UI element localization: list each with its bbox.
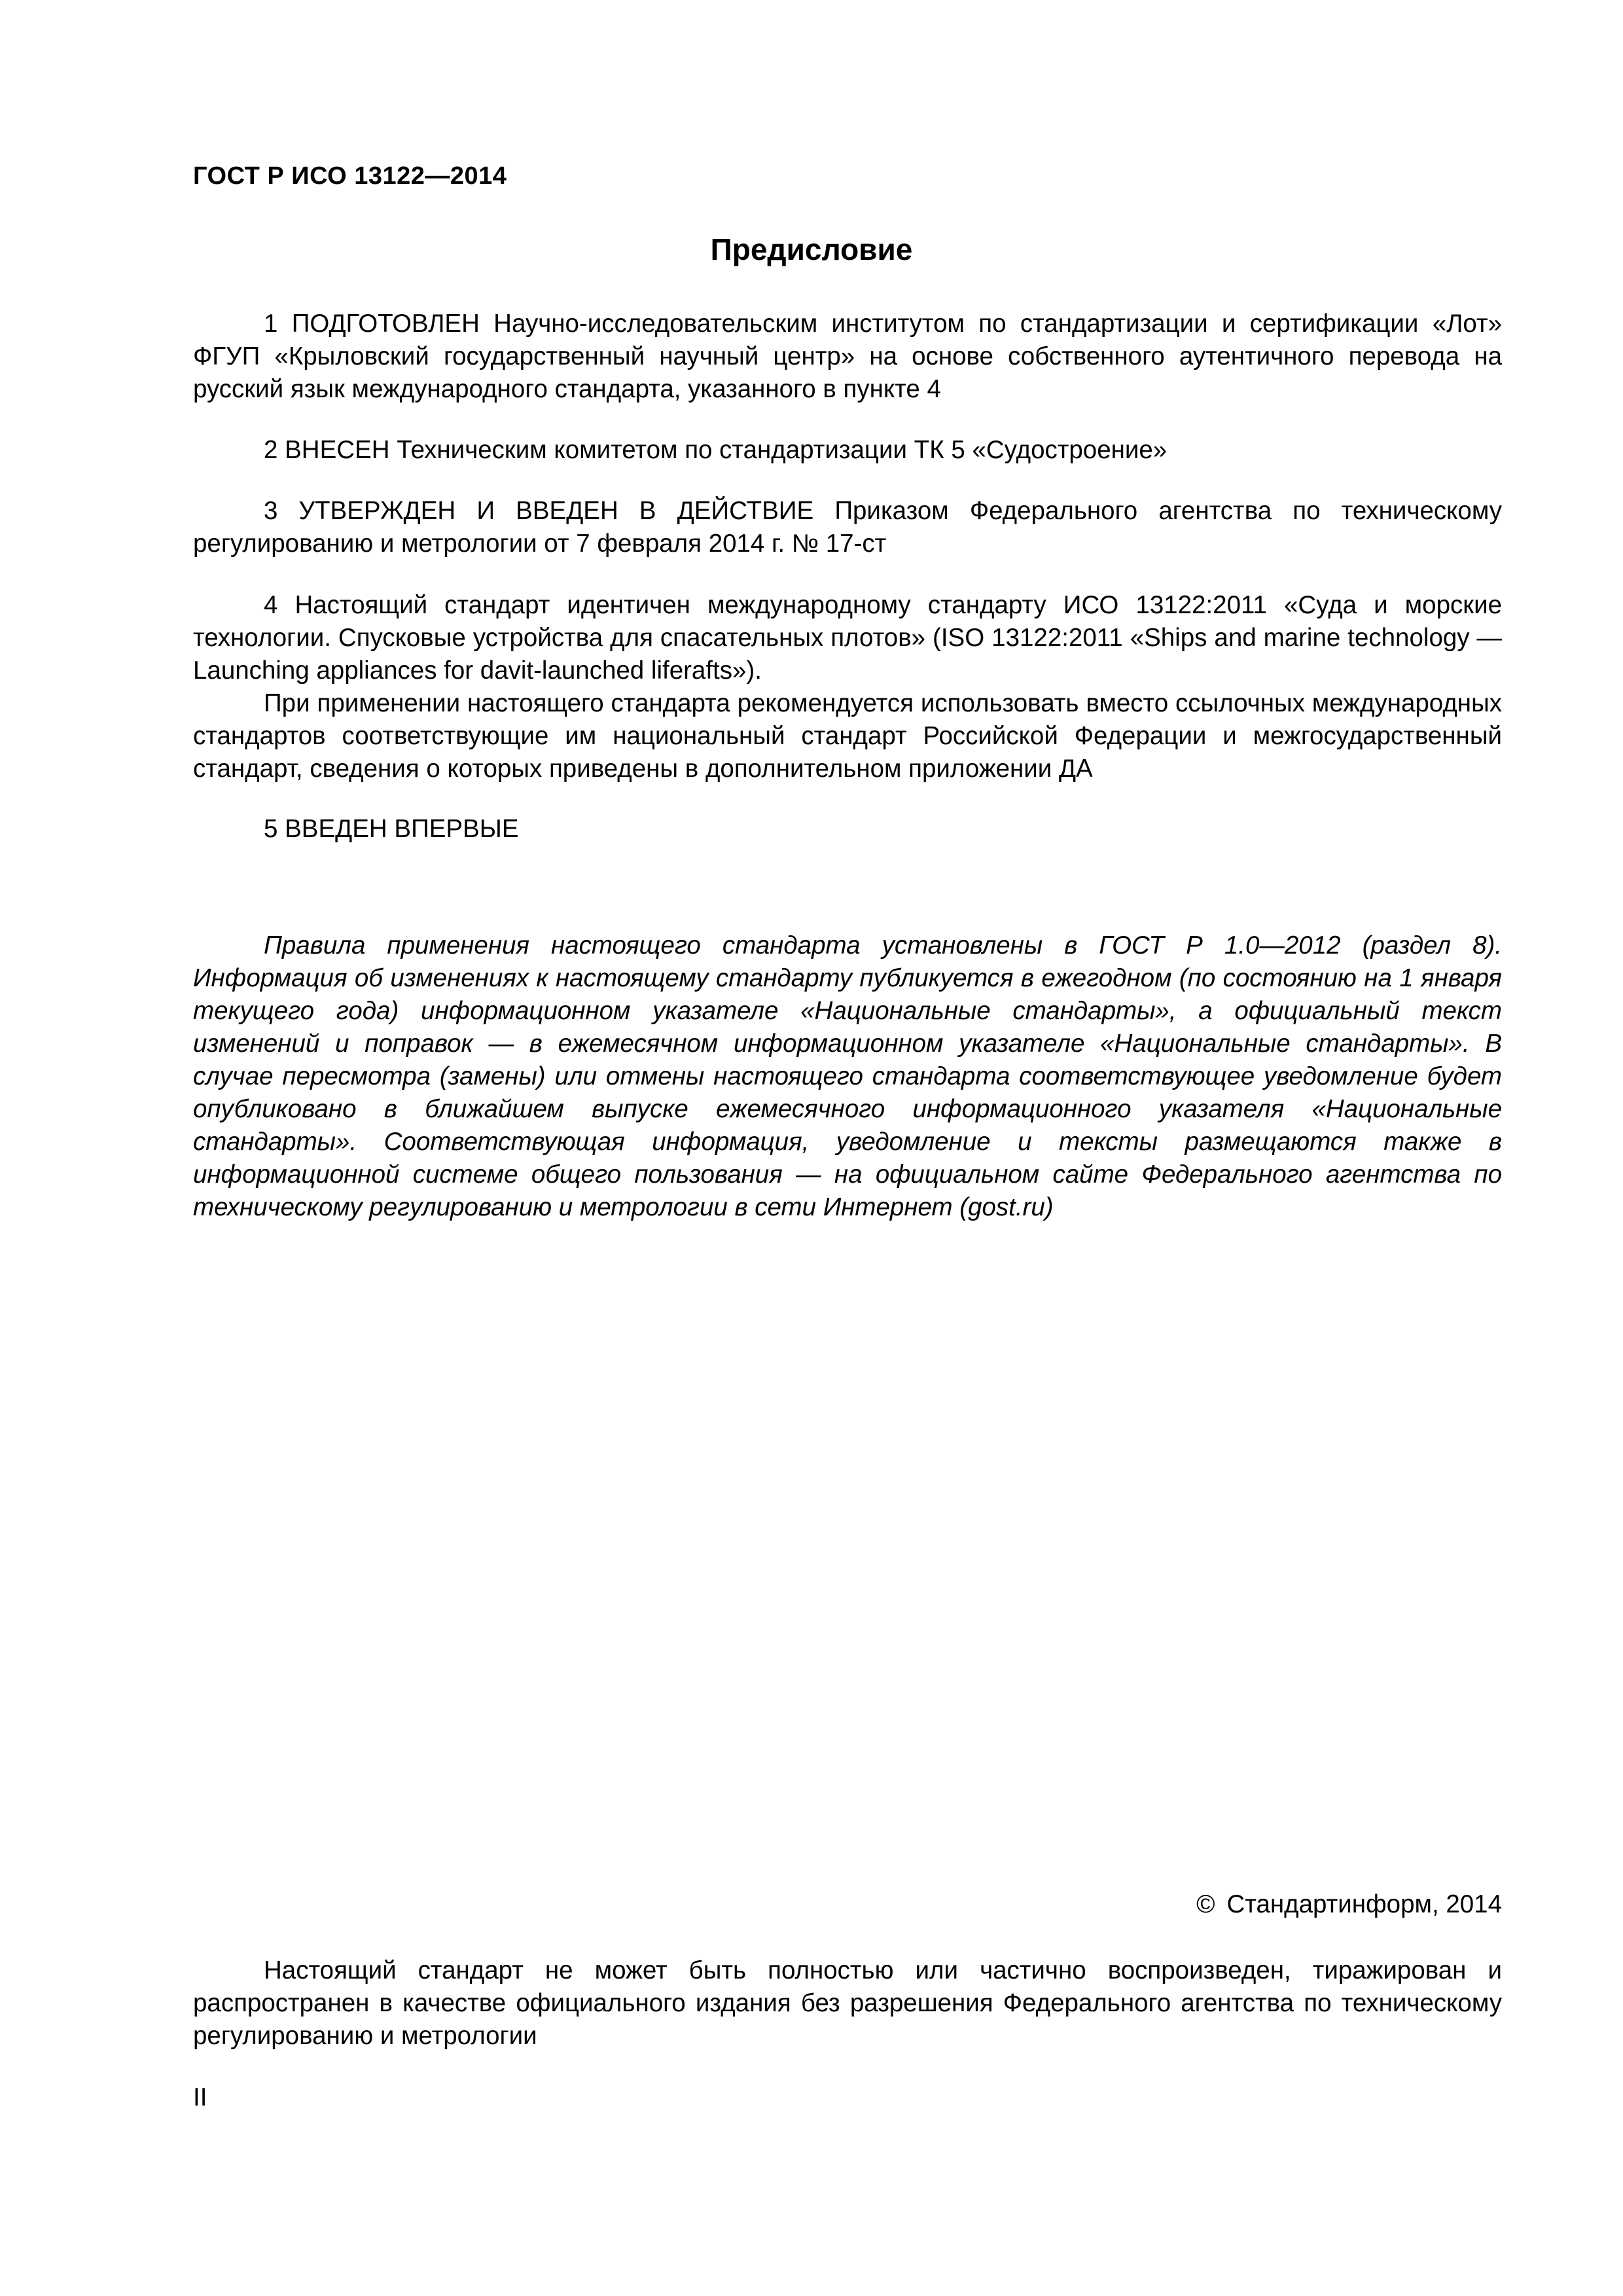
foreword-item-1 <box>193 308 1502 406</box>
reproduction-rights-notice <box>193 1954 1502 2053</box>
page-title: Предисловие <box>710 232 913 266</box>
foreword-item-5 <box>193 813 1502 846</box>
foreword-item-4 <box>193 589 1502 785</box>
copyright-symbol: © <box>1196 1890 1215 1918</box>
copyright-text: Стандартинформ, 2014 <box>1226 1890 1502 1918</box>
application-rules-notice <box>193 929 1502 1224</box>
document-code-header: ГОСТ Р ИСО 13122—2014 <box>193 162 507 190</box>
page-number: II <box>193 2083 207 2111</box>
application-rules-text: Правила применения настоящего стандарта установлены в ГОСТ Р 1.0—2012 (раздел 8). Информация об изменениях к настоящему стандарту публикуется в ежегодном (по состоянию на 1 января текущего года) информационном указателе «Национальные стандарты», а официальный текст изменений и поправок — в ежемесячном информационном указателе «Национальные стандарты». В случае пересмотра (замены) или отмены настоящего стандарта соответствующее уведомление будет опубликовано в ближайшем выпуске ежемесячного информационного указателя «Национальные стандарты». Соответствующая информация, уведомление и тексты размещаются также в информационной системе общего пользования — на официальном сайте Федерального агентства по техническому регулированию и метрологии в сети Интернет (gost.ru) <box>193 931 1502 1221</box>
foreword-item-2-text: 2 ВНЕСЕН Техническим комитетом по стандартизации ТК 5 «Судостроение» <box>264 436 1168 464</box>
foreword-item-4-text: 4 Настоящий стандарт идентичен международному стандарту ИСО 13122:2011 «Суда и морские технологии. Спусковые устройства для спасательных плотов» (ISO 13122:2011 «Ships and marine technology — Launching appliances for davit-launched liferafts»). <box>193 591 1502 685</box>
copyright-line <box>1196 1890 1502 1919</box>
reproduction-rights-text: Настоящий стандарт не может быть полностью или частично воспроизведен, тиражирован и распространен в качестве официального издания без разрешения Федерального агентства по техническому регулированию и метрологии <box>193 1956 1502 2050</box>
foreword-item-5-text: 5 ВВЕДЕН ВПЕРВЫЕ <box>264 815 519 843</box>
foreword-item-3 <box>193 495 1502 560</box>
foreword-item-2 <box>193 434 1502 467</box>
foreword-item-3-text: 3 УТВЕРЖДЕН И ВВЕДЕН В ДЕЙСТВИЕ Приказом Федерального агентства по техническому регулированию и метрологии от 7 февраля 2014 г. № 17-ст <box>193 497 1502 558</box>
foreword-item-1-text: 1 ПОДГОТОВЛЕН Научно-исследовательским институтом по стандартизации и сертификации «Лот» ФГУП «Крыловский государственный научный центр» на основе собственного аутентичного перевода на русский язык международного стандарта, указанного в пункте 4 <box>193 310 1502 403</box>
foreword-item-4-note: При применении настоящего стандарта рекомендуется использовать вместо ссылочных международных стандартов соответствующие им национальный стандарт Российской Федерации и межгосударственный стандарт, сведения о которых приведены в дополнительном приложении ДА <box>193 689 1502 783</box>
